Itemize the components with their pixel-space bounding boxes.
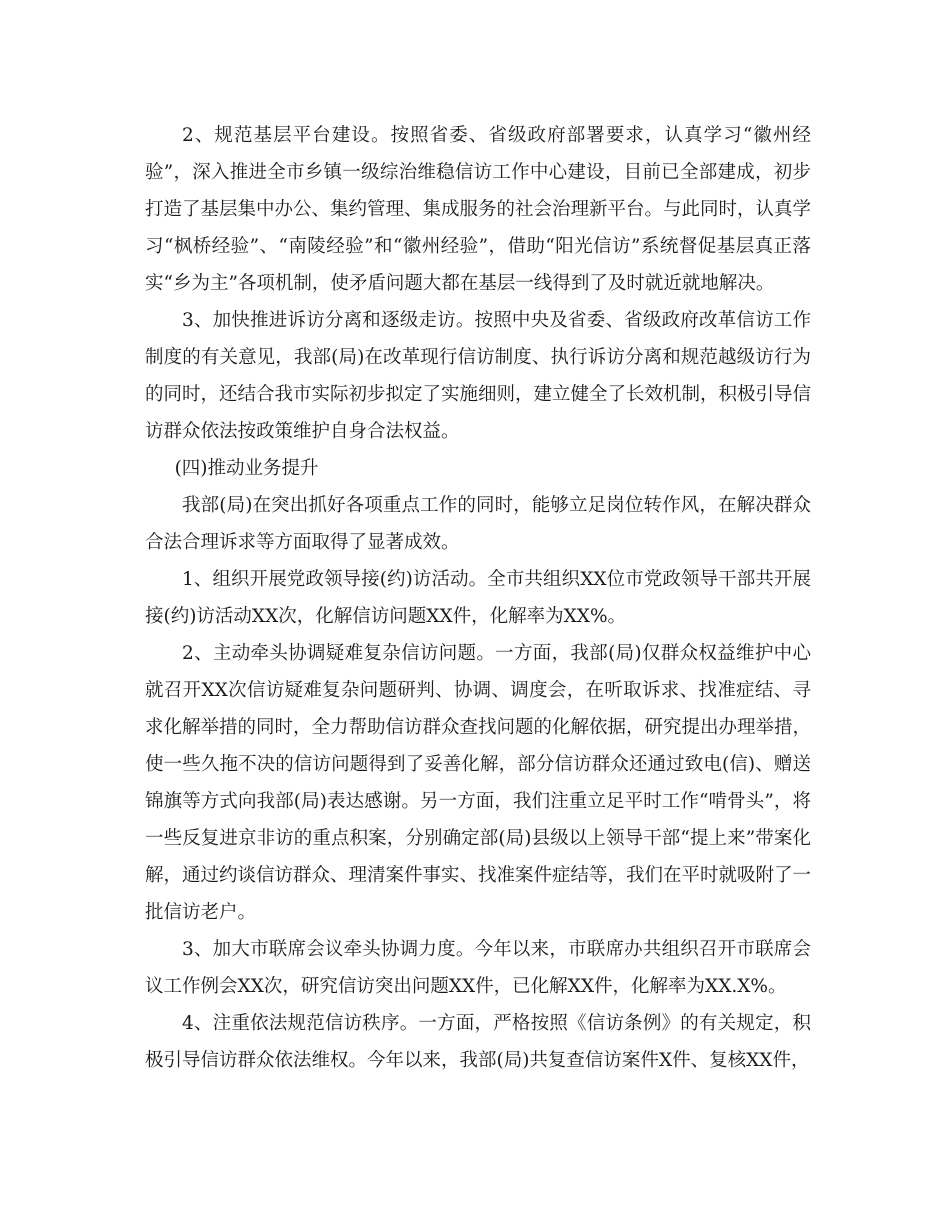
paragraph-leader-visits: 1、组织开展党政领导接(约)访活动。全市共组织XX位市党政领导干部共开展接(约)访活动XX次，化解信访问题XX件，化解率为XX%。 xyxy=(145,569,811,627)
paragraph-platform-building: 2、规范基层平台建设。按照省委、省级政府部署要求，认真学习“徽州经验”，深入推进全市乡镇一级综治维稳信访工作中心建设，目前已全部建成，初步打造了基层集中办公、集约管理、集成服务的社会治理新平台。与此同时，认真学习“枫桥经验”、“南陵经验”和“徽州经验”，借助“阳光信访”系统督促基层真正落实“乡为主”各项机制，使矛盾问题大都在基层一线得到了及时就近就地解决。 xyxy=(145,125,812,294)
section-heading: (四)推动业务提升 xyxy=(174,458,319,479)
paragraph-section-intro: 我部(局)在突出抓好各项重点工作的同时，能够立足岗位转作风，在解决群众合法合理诉求等方面取得了显著成效。 xyxy=(145,495,811,553)
paragraph-complex-issues: 2、主动牵头协调疑难复杂信访问题。一方面，我部(局)仅群众权益维护中心就召开XX次信访疑难复杂问题研判、协调、调度会，在听取诉求、找准症结、寻求化解举措的同时，全力帮助信访群众查找问题的化解依据，研究提出办理举措，使一些久拖不决的信访问题得到了妥善化解，部分信访群众还通过致电(信)、赠送锦旗等方式向我部(局)表达感谢。另一方面，我们注重立足平时工作“啃骨头”，将一些反复进京非访的重点积案，分别确定部(局)县级以上领导干部“提上来”带案化解，通过约谈信访群众、理清案件事实、找准案件症结等，我们在平时就吸附了一批信访老户。 xyxy=(145,643,812,923)
paragraph-petition-separation: 3、加快推进诉访分离和逐级走访。按照中央及省委、省级政府改革信访工作制度的有关意见，我部(局)在改革现行信访制度、执行诉访分离和规范越级访行为的同时，还结合我市实际初步拟定了实施细则，建立健全了长效机制，积极引导信访群众依法按政策维护自身合法权益。 xyxy=(145,310,812,442)
document-page xyxy=(145,117,811,1079)
paragraph-legal-order: 4、注重依法规范信访秩序。一方面，严格按照《信访条例》的有关规定，积极引导信访群众依法维权。今年以来，我部(局)共复查信访案件X件、复核XX件， xyxy=(145,1013,811,1071)
paragraph-joint-meeting: 3、加大市联席会议牵头协调力度。今年以来，市联席办共组织召开市联席会议工作例会XX次，研究信访突出问题XX件，已化解XX件，化解率为XX.X%。 xyxy=(145,939,811,997)
